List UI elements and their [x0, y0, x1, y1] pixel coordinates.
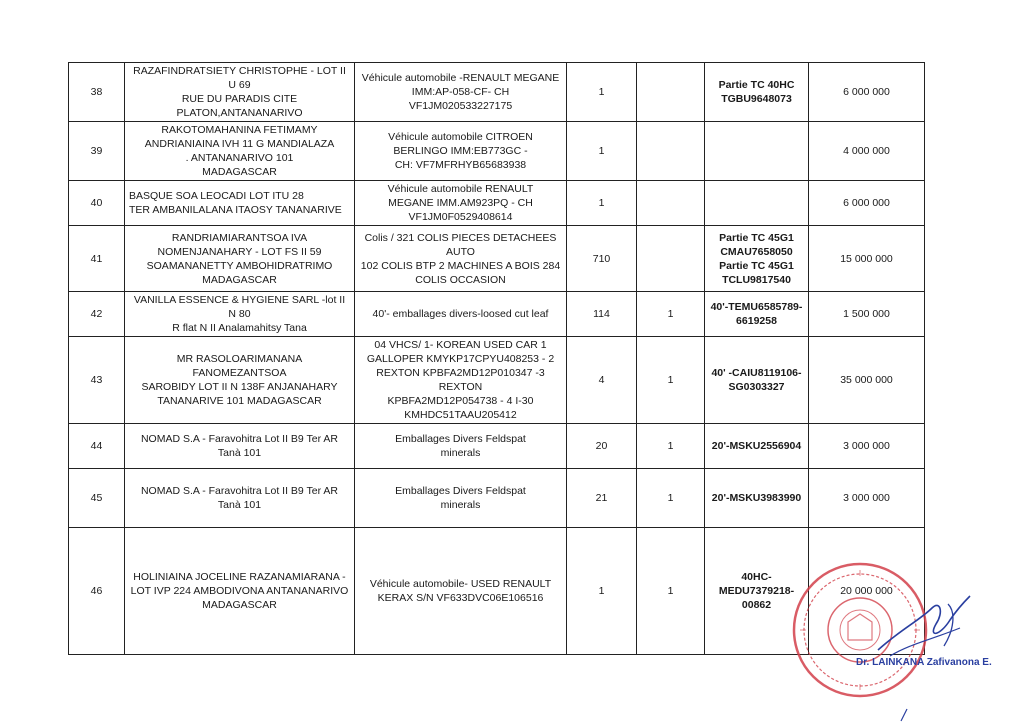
description-cell: Véhicule automobile- USED RENAULT KERAX S/N VF633DVC06E106516	[355, 528, 567, 655]
container-cell: 20'-MSKU2556904	[705, 424, 809, 469]
description-cell: Véhicule automobile CITROEN BERLINGO IMM:EB773GC - CH: VF7MFRHYB65683938	[355, 122, 567, 181]
consignee-cell: RANDRIAMIARANTSOA IVA NOMENJANAHARY - LOT FS II 59 SOAMANANETTY AMBOHIDRATRIMO MADAGASCAR	[125, 226, 355, 292]
pen-mark	[899, 708, 909, 722]
quantity-cell: 1	[567, 63, 637, 122]
description-cell: Emballages Divers Feldspat minerals	[355, 469, 567, 528]
description-cell: Véhicule automobile RENAULT MEGANE IMM.AM923PQ - CH VF1JM0F0529408614	[355, 181, 567, 226]
count-cell: 1	[637, 337, 705, 424]
count-cell: 1	[637, 292, 705, 337]
value-cell: 35 000 000	[809, 337, 925, 424]
quantity-cell: 1	[567, 181, 637, 226]
count-cell: 1	[637, 469, 705, 528]
count-cell	[637, 226, 705, 292]
table-row	[69, 63, 925, 122]
consignee-cell: MR RASOLOARIMANANA FANOMEZANTSOA SAROBIDY LOT II N 138F ANJANAHARY TANANARIVE 101 MADAGASCAR	[125, 337, 355, 424]
consignee-cell: NOMAD S.A - Faravohitra Lot II B9 Ter AR Tanà 101	[125, 424, 355, 469]
value-cell: 3 000 000	[809, 424, 925, 469]
consignee-cell: HOLINIAINA JOCELINE RAZANAMIARANA - LOT IVP 224 AMBODIVONA ANTANANARIVO MADAGASCAR	[125, 528, 355, 655]
table-row	[69, 469, 925, 528]
count-cell	[637, 122, 705, 181]
table-row	[69, 122, 925, 181]
consignee-cell: NOMAD S.A - Faravohitra Lot II B9 Ter AR Tanà 101	[125, 469, 355, 528]
value-cell: 6 000 000	[809, 181, 925, 226]
row-number: 39	[69, 122, 125, 181]
table-row	[69, 292, 925, 337]
container-cell: Partie TC 45G1 CMAU7658050 Partie TC 45G1 TCLU9817540	[705, 226, 809, 292]
value-cell: 4 000 000	[809, 122, 925, 181]
consignee-cell: BASQUE SOA LEOCADI LOT ITU 28 TER AMBANILALANA ITAOSY TANANARIVE	[125, 181, 355, 226]
consignee-cell: RAZAFINDRATSIETY CHRISTOPHE - LOT II U 69 RUE DU PARADIS CITE PLATON,ANTANANARIVO	[125, 63, 355, 122]
value-cell: 3 000 000	[809, 469, 925, 528]
row-number: 43	[69, 337, 125, 424]
container-cell: 20'-MSKU3983990	[705, 469, 809, 528]
container-cell: 40'-TEMU6585789- 6619258	[705, 292, 809, 337]
description-cell: Véhicule automobile -RENAULT MEGANE IMM:AP-058-CF- CH VF1JM020533227175	[355, 63, 567, 122]
count-cell	[637, 63, 705, 122]
container-cell	[705, 122, 809, 181]
row-number: 38	[69, 63, 125, 122]
container-cell: 40' -CAIU8119106- SG0303327	[705, 337, 809, 424]
quantity-cell: 1	[567, 528, 637, 655]
description-cell: Colis / 321 COLIS PIECES DETACHEES AUTO 102 COLIS BTP 2 MACHINES A BOIS 284 COLIS OCCASION	[355, 226, 567, 292]
value-cell: 1 500 000	[809, 292, 925, 337]
value-cell: 15 000 000	[809, 226, 925, 292]
row-number: 44	[69, 424, 125, 469]
value-cell: 6 000 000	[809, 63, 925, 122]
table-row	[69, 337, 925, 424]
description-cell: 04 VHCS/ 1- KOREAN USED CAR 1 GALLOPER KMYKP17CPYU408253 - 2 REXTON KPBFA2MD12P010347 -3 REXTON KPBFA2MD12P054738 - 4 I-30 KMHDC51TAAU205412	[355, 337, 567, 424]
container-cell: Partie TC 40HC TGBU9648073	[705, 63, 809, 122]
count-cell	[637, 181, 705, 226]
consignee-cell: RAKOTOMAHANINA FETIMAMY ANDRIANIAINA IVH 11 G MANDIALAZA . ANTANANARIVO 101 MADAGASCAR	[125, 122, 355, 181]
quantity-cell: 1	[567, 122, 637, 181]
description-cell: 40'- emballages divers-loosed cut leaf	[355, 292, 567, 337]
row-number: 40	[69, 181, 125, 226]
table-row	[69, 424, 925, 469]
quantity-cell: 114	[567, 292, 637, 337]
signatory-name: Dr. LAINKANA Zafivanona E.	[856, 657, 992, 668]
quantity-cell: 20	[567, 424, 637, 469]
table-row	[69, 226, 925, 292]
consignee-cell: VANILLA ESSENCE & HYGIENE SARL -lot II N 80 R flat N II Analamahitsy Tana	[125, 292, 355, 337]
count-cell: 1	[637, 424, 705, 469]
count-cell: 1	[637, 528, 705, 655]
quantity-cell: 21	[567, 469, 637, 528]
row-number: 46	[69, 528, 125, 655]
container-cell: 40HC- MEDU7379218- 00862	[705, 528, 809, 655]
value-cell: 20 000 000	[809, 528, 925, 655]
row-number: 42	[69, 292, 125, 337]
quantity-cell: 4	[567, 337, 637, 424]
container-cell	[705, 181, 809, 226]
row-number: 45	[69, 469, 125, 528]
row-number: 41	[69, 226, 125, 292]
description-cell: Emballages Divers Feldspat minerals	[355, 424, 567, 469]
quantity-cell: 710	[567, 226, 637, 292]
table-row	[69, 181, 925, 226]
